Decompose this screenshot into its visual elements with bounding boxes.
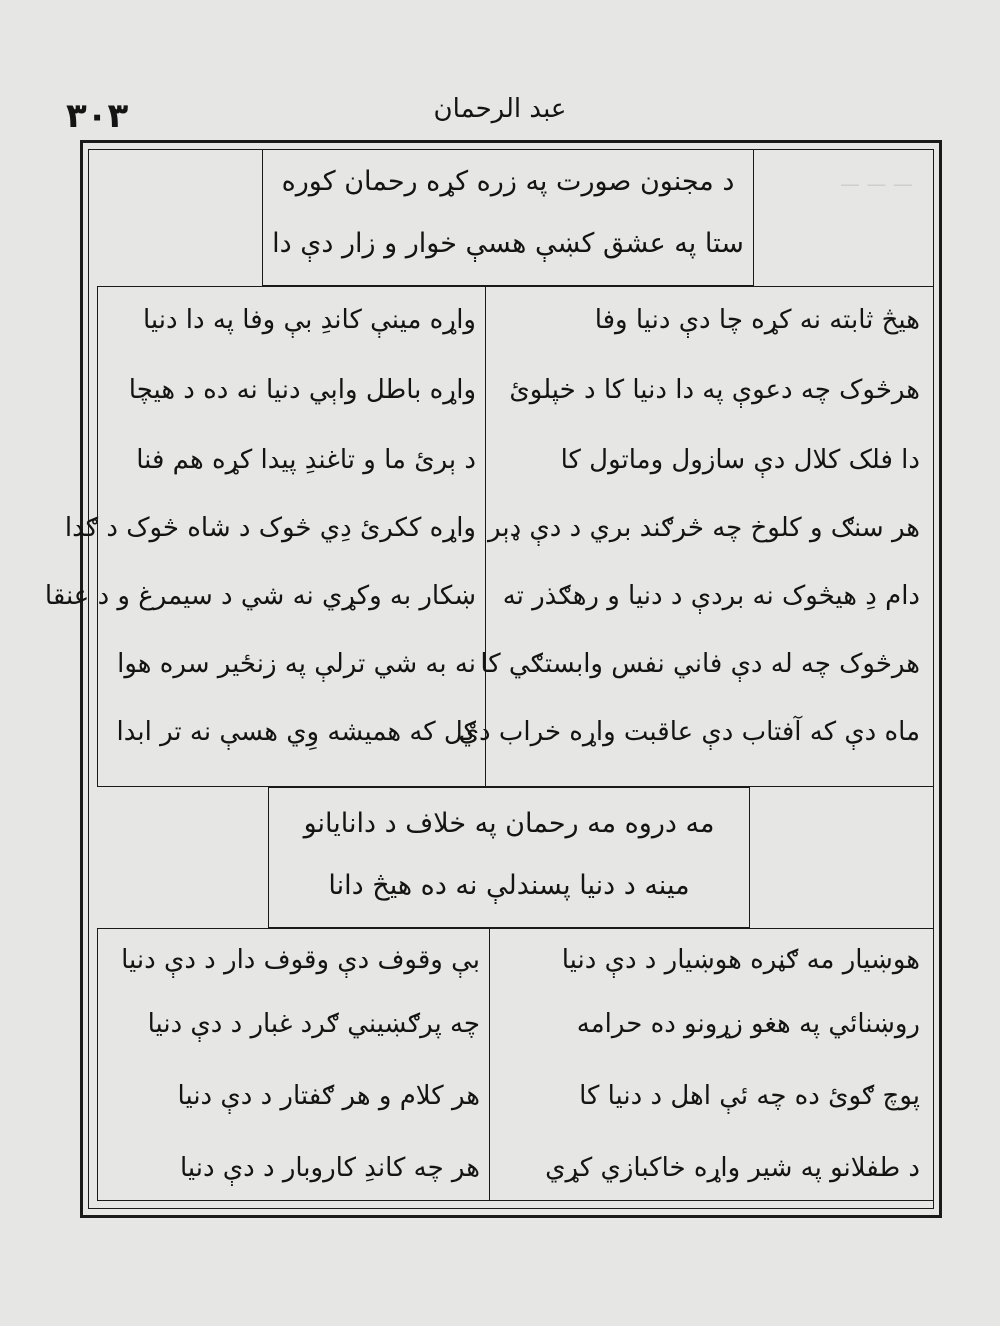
verse-line: ښکار به وکړي نه شي د سيمرغ و د عنقا bbox=[44, 581, 476, 611]
verse-line: هيڅ ثابته نه کړه چا دې دنيا وفا bbox=[594, 305, 920, 335]
verse-line: هر کلام و هر ګفتار د دې دنيا bbox=[177, 1081, 480, 1111]
section-2-title-line-1: مه دروه مه رحمان په خلاف د دانايانو bbox=[303, 808, 715, 839]
verse-line: روښنائي په هغو زړونو ده حرامه bbox=[576, 1009, 920, 1039]
verse-line: د ېرئ ما و تاغندِ پيدا کړه هم فنا bbox=[136, 445, 476, 475]
verse-line: نه به شي ترلې په زنځير سره هوا bbox=[117, 649, 476, 679]
verse-line: هر چه کاندِ کاروبار د دې دنيا bbox=[179, 1153, 480, 1183]
show-through-text: — — — bbox=[840, 172, 913, 196]
verse-line: هرڅوک چه دعوې په دا دنيا کا د خپلوئ bbox=[509, 375, 920, 405]
section-1-title-line-1: د مجنون صورت په زره کړه رحمان کوره bbox=[281, 166, 735, 197]
verse-line: چه پرګښيني ګرد غبار د دې دنيا bbox=[147, 1009, 480, 1039]
verse-line: هرڅوک چه له دې فاني نفس وابستګي کا bbox=[480, 649, 920, 679]
verse-line: د طفلانو په شير واړه خاکبازي کړي bbox=[545, 1153, 920, 1183]
verse-line: هوښيار مه ګڼره هوښيار د دې دنيا bbox=[561, 945, 920, 975]
verse-line: دام دِ هيڅوک نه بردې د دنيا و رهګذر ته bbox=[502, 581, 920, 611]
verse-line: پوچ ګوئ ده چه ئې اهل د دنيا کا bbox=[579, 1081, 920, 1111]
verse-line: واړه مينې کاندِ بې وفا په دا دنيا bbox=[142, 305, 476, 335]
verse-line: ماه دې که آفتاب دې عاقبت واړه خراب دي bbox=[458, 717, 920, 747]
page-number: ۳۰۳ bbox=[66, 96, 129, 136]
verse-line: بې وقوف دې وقوف دار د دې دنيا bbox=[121, 945, 480, 975]
verse-line: هر سنګ و کلوخ چه څرګند بري د دې ډېر bbox=[488, 513, 920, 543]
verse-line: دا فلک کلال دې سازول وماتول کا bbox=[560, 445, 920, 475]
verse-line: ګل که هميشه وِي هسې نه تر ابدا bbox=[116, 717, 476, 747]
section-2-title-line-2: مينه د دنيا پسندلې نه ده هيڅ دانا bbox=[328, 870, 690, 901]
running-title: عبد الرحمان bbox=[433, 94, 567, 124]
verse-line: واړه ککرئ دِي څوک د شاه څوک د ګدا bbox=[64, 513, 476, 543]
section-1-title-line-2: ستا په عشق کښې هسې خوار و زار دې دا bbox=[272, 228, 744, 259]
verse-line: واړه باطل واېي دنيا نه ده د هيچا bbox=[128, 375, 476, 405]
